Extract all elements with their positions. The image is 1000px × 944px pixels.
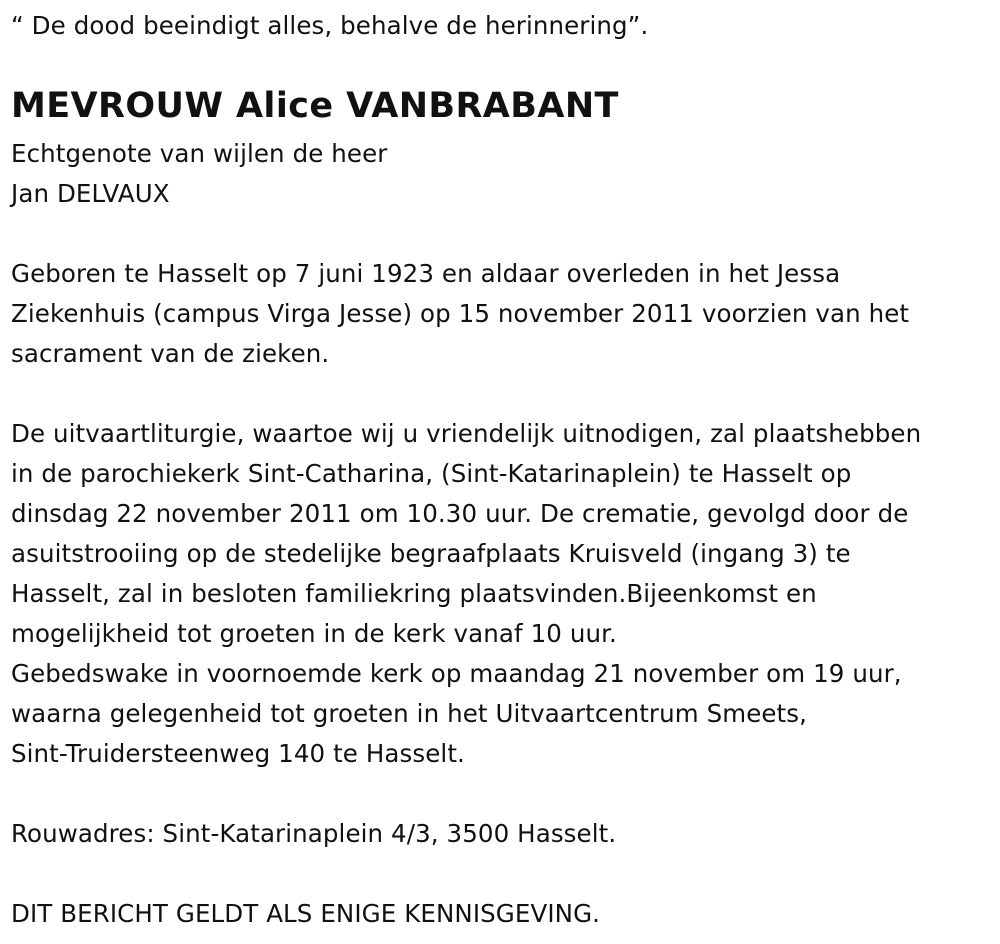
paragraph-line: Sint-Truidersteenweg 140 te Hasselt. — [11, 739, 465, 768]
relation-line: Echtgenote van wijlen de heer — [11, 139, 388, 168]
paragraph-line: Gebedswake in voornoemde kerk op maandag 21 november om 19 uur, — [11, 659, 902, 688]
paragraph-line: mogelijkheid tot groeten in de kerk vanaf 10 uur. — [11, 619, 617, 648]
mourning-address: Rouwadres: Sint-Katarinaplein 4/3, 3500 Hasselt. — [11, 819, 617, 848]
spouse-name: Jan DELVAUX — [11, 179, 170, 208]
paragraph-line: De uitvaartliturgie, waartoe wij u vriendelijk uitnodigen, zal plaatshebben — [11, 419, 922, 448]
paragraph-line: dinsdag 22 november 2011 om 10.30 uur. De crematie, gevolgd door de — [11, 499, 909, 528]
paragraph-line: Geboren te Hasselt op 7 juni 1923 en aldaar overleden in het Jessa — [11, 259, 841, 288]
paragraph-line: Hasselt, zal in besloten familiekring plaatsvinden.Bijeenkomst en — [11, 579, 817, 608]
paragraph-line: sacrament van de zieken. — [11, 339, 330, 368]
deceased-name: MEVROUW Alice VANBRABANT — [11, 86, 619, 126]
paragraph-line: waarna gelegenheid tot groeten in het Uitvaartcentrum Smeets, — [11, 699, 807, 728]
paragraph-line: asuitstrooiing op de stedelijke begraafplaats Kruisveld (ingang 3) te — [11, 539, 851, 568]
paragraph-line: in de parochiekerk Sint-Catharina, (Sint-Katarinaplein) te Hasselt op — [11, 459, 852, 488]
official-notice: DIT BERICHT GELDT ALS ENIGE KENNISGEVING. — [11, 899, 601, 928]
paragraph-line: Ziekenhuis (campus Virga Jesse) op 15 november 2011 voorzien van het — [11, 299, 910, 328]
opening-quote: “ De dood beeindigt alles, behalve de herinnering”. — [11, 11, 649, 40]
